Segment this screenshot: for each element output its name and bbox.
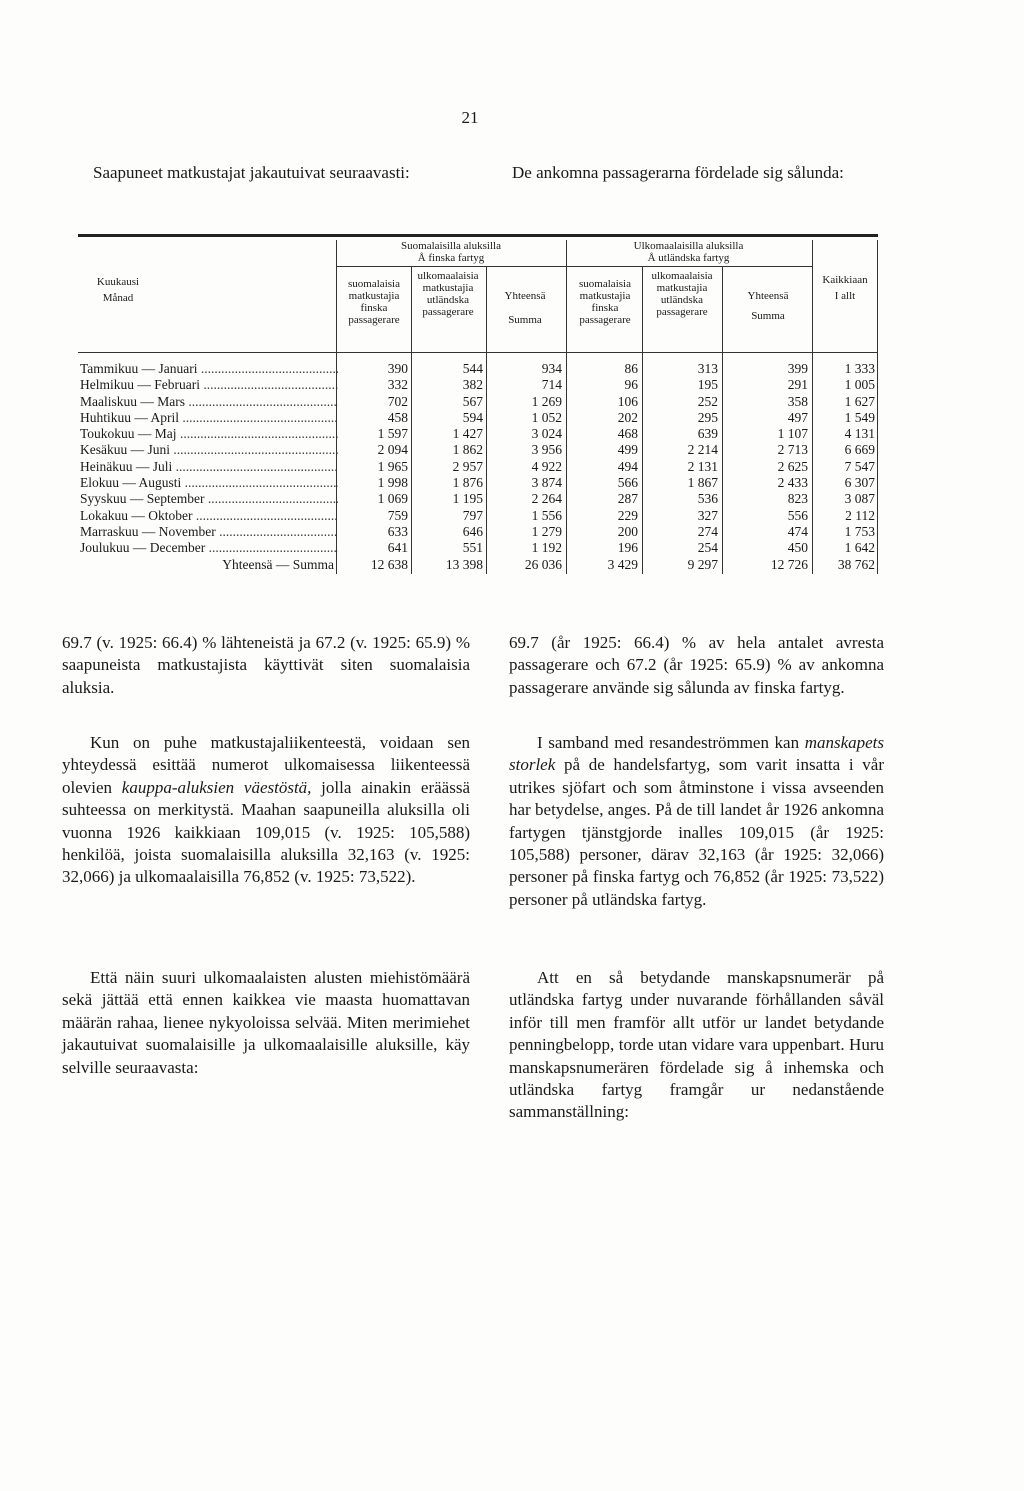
cell-value: 6 669 xyxy=(844,442,875,458)
header-group-foreign-fi: Ulkomaalaisilla aluksilla xyxy=(633,240,744,252)
cell-value: 196 xyxy=(617,540,638,556)
cell-value: 1 556 xyxy=(531,507,562,523)
cell-value: 1 627 xyxy=(844,393,875,409)
intro-swedish: De ankomna passagerarna fördelade sig sålunda: xyxy=(512,163,844,182)
cell-value: 566 xyxy=(617,475,638,491)
cell-value: 702 xyxy=(387,393,408,409)
month-label: Huhtikuu — April ..... xyxy=(80,410,338,426)
cell-value: 291 xyxy=(787,377,808,393)
cell-value: 458 xyxy=(387,409,408,425)
cell-value: 633 xyxy=(387,523,408,539)
cell-value: 96 xyxy=(624,377,638,393)
cell-value: 2 094 xyxy=(377,442,408,458)
sv-paragraph-1: 69.7 (år 1925: 66.4) % av hela antalet avresta passagerare och 67.2 (år 1925: 65.9) % av ankomna passagerare använde sig sålunda av finska fartyg. xyxy=(509,633,884,697)
cell-value: 2 957 xyxy=(452,458,483,474)
cell-value: 4 922 xyxy=(531,458,562,474)
cell-value: 6 307 xyxy=(844,475,875,491)
month-label: Tammikuu — Januari ..... xyxy=(80,361,338,377)
cell-value: 390 xyxy=(387,361,408,376)
table-row xyxy=(78,475,878,491)
cell-value: 1 998 xyxy=(377,475,408,491)
fi-paragraph-1: 69.7 (v. 1925: 66.4) % lähteneistä ja 67.2 (v. 1925: 65.9) % saapuneista matkustajista käyttivät siten suomalaisia aluksia. xyxy=(62,633,470,697)
table-row xyxy=(78,540,878,556)
month-label: Heinäkuu — Juli ..... xyxy=(80,459,338,475)
cell-value: 86 xyxy=(624,361,638,376)
intro-finnish: Saapuneet matkustajat jakautuivat seuraavasti: xyxy=(93,163,410,182)
cell-value: 1 195 xyxy=(452,491,483,507)
cell-value: 494 xyxy=(617,458,638,474)
cell-value: 556 xyxy=(787,507,808,523)
month-label: Joulukuu — December ..... xyxy=(80,540,338,556)
cell-value: 536 xyxy=(697,491,718,507)
cell-value: 1 549 xyxy=(844,409,875,425)
cell-value: 544 xyxy=(462,361,483,376)
cell-value: 646 xyxy=(462,523,483,539)
cell-value: 2 214 xyxy=(687,442,718,458)
cell-value: 1 876 xyxy=(452,475,483,491)
month-label: Marraskuu — November ..... xyxy=(80,524,338,540)
table-row xyxy=(78,459,878,475)
month-label: Syyskuu — September ..... xyxy=(80,491,338,507)
cell-value: 254 xyxy=(697,540,718,556)
fi-paragraph-2-italic: kauppa-aluksien väestöstä, xyxy=(121,777,312,797)
cell-value: 1 597 xyxy=(377,426,408,442)
cell-value: 1 269 xyxy=(531,393,562,409)
cell-value: 2 264 xyxy=(531,491,562,507)
cell-value: 9 297 xyxy=(687,556,718,572)
cell-value: 26 036 xyxy=(524,556,562,572)
month-label: Elokuu — Augusti ..... xyxy=(80,475,338,491)
cell-value: 399 xyxy=(787,361,808,376)
cell-value: 200 xyxy=(617,523,638,539)
cell-value: 1 192 xyxy=(531,540,562,556)
cell-value: 3 087 xyxy=(844,491,875,507)
sv-paragraph-2-text: I samband med resandeströmmen kan xyxy=(537,733,800,752)
cell-value: 934 xyxy=(541,361,562,376)
cell-value: 202 xyxy=(617,409,638,425)
cell-value: 823 xyxy=(787,491,808,507)
cell-value: 38 762 xyxy=(837,556,875,572)
cell-value: 358 xyxy=(787,393,808,409)
cell-value: 1 069 xyxy=(377,491,408,507)
cell-value: 287 xyxy=(617,491,638,507)
cell-value: 12 726 xyxy=(770,556,808,572)
cell-value: 714 xyxy=(541,377,562,393)
header-month-fi: Kuukausi xyxy=(96,276,140,288)
header-total-sv: Summa xyxy=(508,314,542,326)
sv-paragraph-2-italic: manskapets storlek xyxy=(509,733,885,775)
header-group-rule xyxy=(336,266,812,267)
month-label: Toukokuu — Maj ..... xyxy=(80,426,338,442)
cell-value: 1 862 xyxy=(452,442,483,458)
cell-value: 639 xyxy=(697,426,718,442)
month-label: Kesäkuu — Juni ..... xyxy=(80,442,338,458)
cell-value: 594 xyxy=(462,409,483,425)
cell-value: 295 xyxy=(697,409,718,425)
cell-value: 332 xyxy=(387,377,408,393)
cell-value: 797 xyxy=(462,507,483,523)
cell-value: 229 xyxy=(617,507,638,523)
cell-value: 450 xyxy=(787,540,808,556)
cell-value: 1 753 xyxy=(844,523,875,539)
cell-value: 1 005 xyxy=(844,377,875,393)
table-row xyxy=(78,377,878,393)
cell-value: 327 xyxy=(697,507,718,523)
cell-value: 567 xyxy=(462,393,483,409)
cell-value: 1 279 xyxy=(531,523,562,539)
table-body xyxy=(78,361,878,573)
fi-paragraph-2-rest: jolla ainakin eräässä suhteessa on merkitystä. Maahan saapuneilla aluksilla oli vuonna 1926 kaikkiaan 109,015 (v. 1925: 105,588) henkilöä, joista suomalaisilla aluksilla 32,163 (v. 1925: 32,066) ja ulkomaalaisilla 76,852 (v. 1925: 73,522). xyxy=(62,777,470,887)
month-label: Yhteensä — Summa xyxy=(222,556,334,572)
fi-paragraph-3: Että näin suuri ulkomaalaisten alusten miehistömäärä sekä jättää että ennen kaikkea vie maasta huomattavan määrän rahaa, lienee nykyoloissa selvää. Miten merimiehet jakautuivat suomalaisille ja ulkomaalaisille aluksille, käy selville seuraavasta: xyxy=(62,968,470,1077)
cell-value: 13 398 xyxy=(445,556,483,572)
cell-value: 3 024 xyxy=(531,426,562,442)
cell-value: 1 965 xyxy=(377,458,408,474)
cell-value: 3 956 xyxy=(531,442,562,458)
cell-value: 1 642 xyxy=(844,540,875,556)
cell-value: 1 427 xyxy=(452,426,483,442)
cell-value: 382 xyxy=(462,377,483,393)
header-foreign-passengers: ulkomaalaisia matkustajia utländska passagerare xyxy=(417,270,479,318)
header-bottom-rule xyxy=(78,352,878,353)
cell-value: 12 638 xyxy=(370,556,408,572)
cell-value: 3 429 xyxy=(607,556,638,572)
cell-value: 2 112 xyxy=(845,507,875,523)
cell-value: 274 xyxy=(697,523,718,539)
header-finnish-passengers-2: suomalaisia matkustajia finska passagerare xyxy=(579,278,631,326)
cell-value: 2 433 xyxy=(777,475,808,491)
sv-paragraph-2-rest: på de handelsfartyg, som varit insatta i vår utrikes sjöfart och som åtminstone i vissa avseenden har betydelse, anges. På de till landet år 1926 ankomna fartygen tjänstgjorde inalles 109,015 (år 1925: 105,588) personer, därav 32,163 (år 1925: 32,066) personer på finska fartyg och 76,852 (år 1925: 73,522) personer på utländska fartyg. xyxy=(509,755,884,909)
cell-value: 195 xyxy=(697,377,718,393)
table-top-rule xyxy=(78,234,878,237)
fi-paragraph-2-text: Kun on puhe matkustajaliikenteestä, voidaan sen yhteydessä esittää numerot ulkomaisessa liikenteessä olevien xyxy=(62,733,470,797)
header-foreign-passengers-2: ulkomaalaisia matkustajia utländska passagerare xyxy=(651,270,713,318)
table-row xyxy=(78,442,878,458)
table-row xyxy=(78,491,878,507)
table-row xyxy=(78,394,878,410)
table-row xyxy=(78,426,878,442)
page-number: 21 xyxy=(461,108,479,127)
month-label: Helmikuu — Februari ..... xyxy=(80,377,338,393)
cell-value: 497 xyxy=(787,409,808,425)
cell-value: 551 xyxy=(462,540,483,556)
cell-value: 1 867 xyxy=(687,475,718,491)
cell-value: 1 052 xyxy=(531,409,562,425)
cell-value: 7 547 xyxy=(844,458,875,474)
cell-value: 3 874 xyxy=(531,475,562,491)
header-month-sv: Månad xyxy=(102,292,134,304)
header-group-foreign-sv: Å utländska fartyg xyxy=(647,252,730,264)
header-total-sv-2: Summa xyxy=(751,310,785,322)
cell-value: 499 xyxy=(617,442,638,458)
month-label: Maaliskuu — Mars ..... xyxy=(80,394,338,410)
cell-value: 2 625 xyxy=(777,458,808,474)
cell-value: 2 131 xyxy=(687,458,718,474)
cell-value: 474 xyxy=(787,523,808,539)
table-row xyxy=(78,524,878,540)
month-label: Lokakuu — Oktober ..... xyxy=(80,508,338,524)
sv-paragraph-3: Att en så betydande manskapsnumerär på utländska fartyg under nuvarande förhållanden såväl inför till men framför allt utför ur landet betydande penningbelopp, torde utan vidare vara uppenbart. Huru manskapsnumerären fördelade sig å inhemska och utländska fartyg framgår ur nedanstående sammanställning: xyxy=(509,968,884,1122)
fi-paragraph-2 xyxy=(62,732,470,889)
cell-value: 468 xyxy=(617,426,638,442)
header-group-finnish-fi: Suomalaisilla aluksilla xyxy=(401,240,501,252)
cell-value: 759 xyxy=(387,507,408,523)
cell-value: 4 131 xyxy=(844,426,875,442)
cell-value: 2 713 xyxy=(777,442,808,458)
header-group-finnish-sv: Å finska fartyg xyxy=(417,252,485,264)
sv-paragraph-2 xyxy=(509,732,884,911)
table-row xyxy=(78,508,878,524)
header-finnish-passengers: suomalaisia matkustajia finska passagerare xyxy=(348,278,400,326)
cell-value: 1 107 xyxy=(777,426,808,442)
header-total-fi: Yhteensä xyxy=(504,290,546,302)
header-grand-fi: Kaikkiaan xyxy=(822,274,868,286)
table-row xyxy=(78,410,878,426)
cell-value: 641 xyxy=(387,540,408,556)
table-row xyxy=(78,361,878,377)
cell-value: 1 333 xyxy=(844,361,875,376)
header-total-fi-2: Yhteensä xyxy=(747,290,789,302)
header-grand-sv: I allt xyxy=(834,290,856,302)
cell-value: 252 xyxy=(697,393,718,409)
cell-value: 313 xyxy=(697,361,718,376)
cell-value: 106 xyxy=(617,393,638,409)
table-total-row xyxy=(78,557,878,573)
